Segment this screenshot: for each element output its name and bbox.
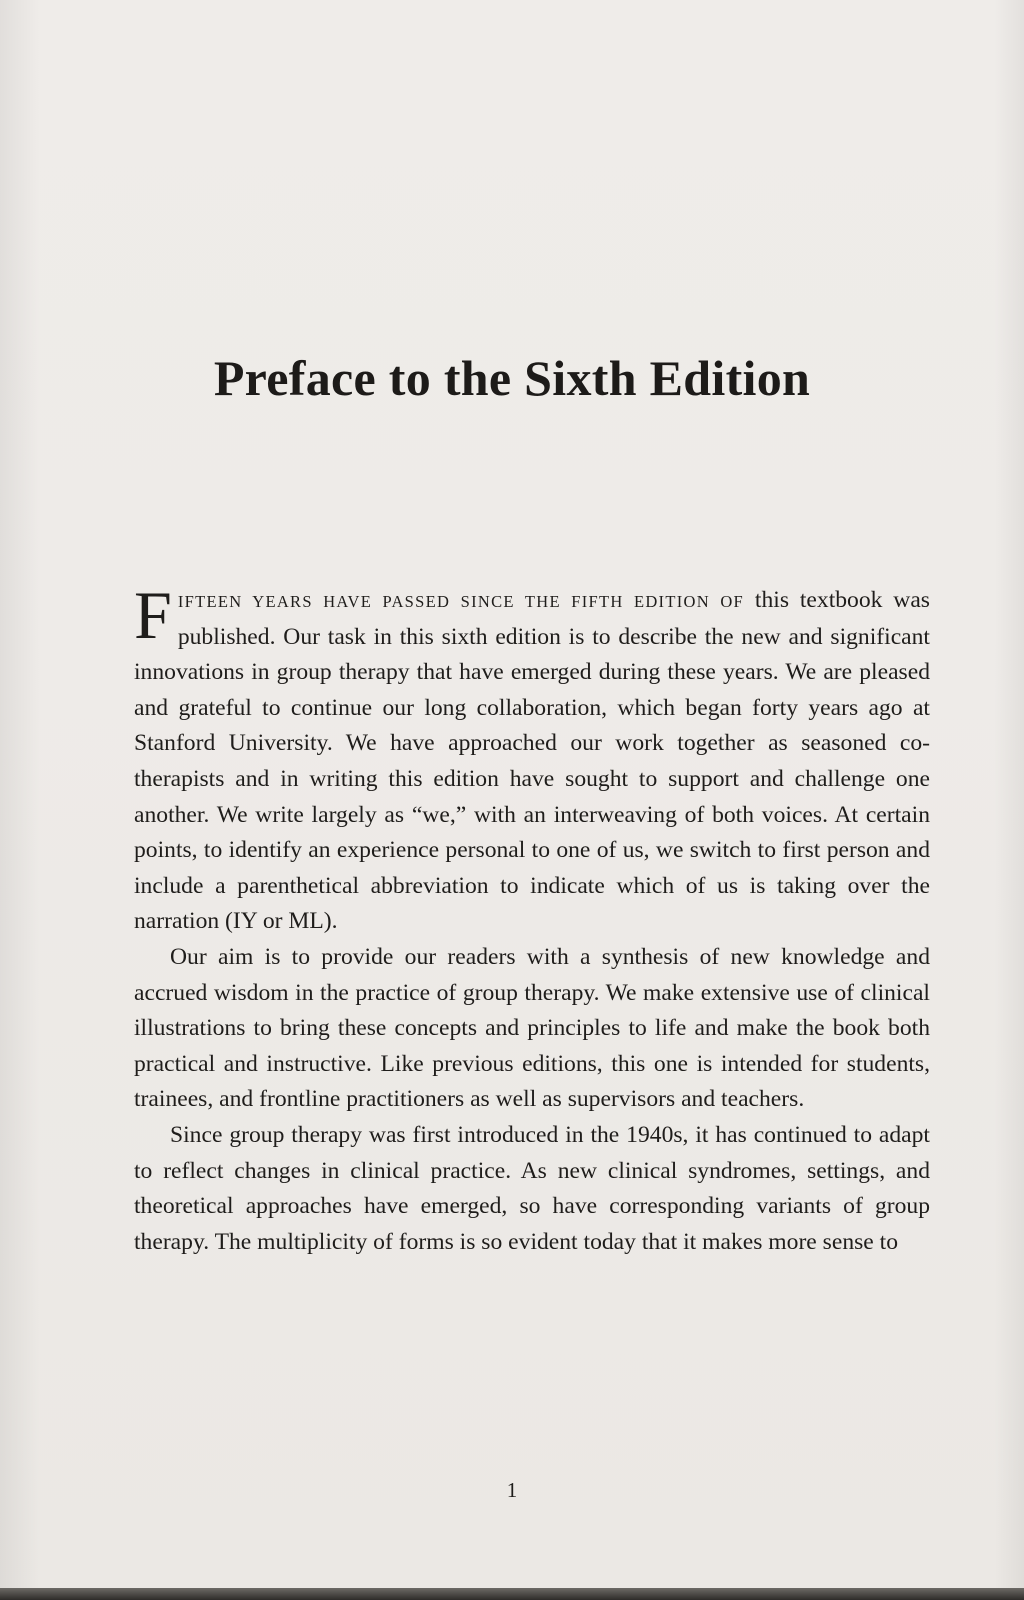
chapter-title: Preface to the Sixth Edition: [213, 350, 811, 406]
paragraph-1-text: this textbook was published. Our task in this sixth edition is to describe the new and significant innovations in group therapy that have emerged during these years. We are pleased and grateful to continue our long collaboration, which began forty years ago at Stanford University. We have approached our work together as seasoned co-therapists and in writing this edition have sought to support and challenge one another. We write largely as “we,” with an interweaving of both voices. At certain points, to identify an experience personal to one of us, we switch to first person and include a parenthetical abbreviation to indicate which of us is taking over the narration (IY or ML).: [134, 587, 930, 935]
paragraph-1: [134, 577, 930, 940]
page-number: 1: [506, 1478, 518, 1502]
page-shadow-right: [994, 0, 1024, 1590]
drop-cap: F: [134, 577, 172, 653]
page-bottom-edge: [0, 1588, 1024, 1600]
body-text: [134, 577, 930, 1260]
paragraph-3: Since group therapy was first introduced in the 1940s, it has continued to adapt to reflect changes in clinical practice. As new clinical syndromes, settings, and theoretical approaches have emerged, so have corresponding variants of group therapy. The multiplicity of forms is so evident today that it makes more sense to: [134, 1121, 930, 1255]
small-caps-opening: IFTEEN YEARS HAVE PASSED SINCE THE FIFTH EDITION OF: [177, 592, 745, 611]
page-shadow-left: [0, 0, 40, 1590]
paragraph-2: Our aim is to provide our readers with a synthesis of new knowledge and accrued wisdom in the practice of group therapy. We make extensive use of clinical illustrations to bring these concepts and principles to life and make the book both practical and instructive. Like previous editions, this one is intended for students, trainees, and frontline practitioners as well as supervisors and teachers.: [134, 943, 930, 1113]
